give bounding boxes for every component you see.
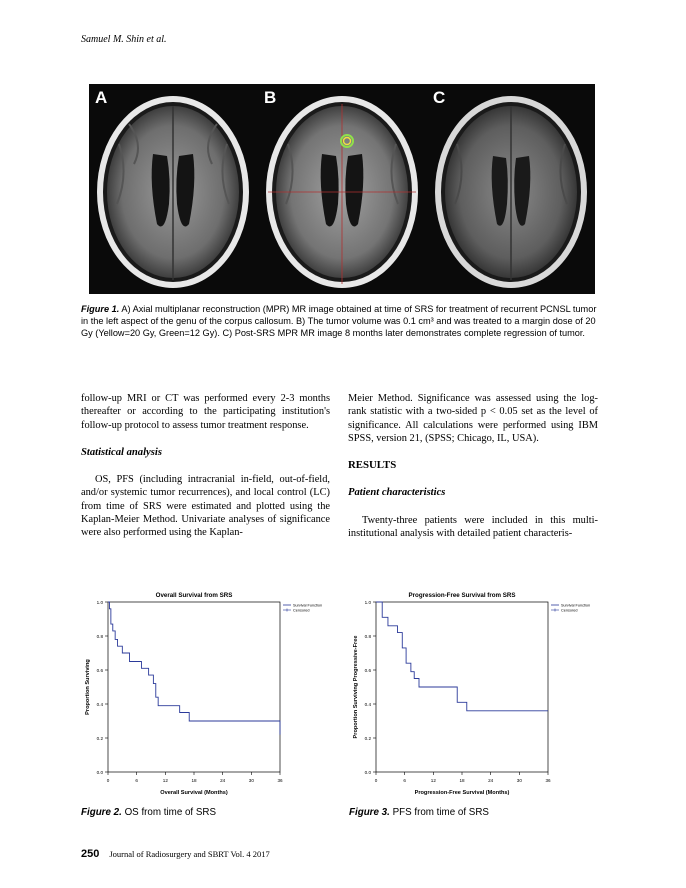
plot-frame — [108, 602, 280, 772]
figure3-caption-text: PFS from time of SRS — [389, 807, 489, 818]
legend-label-survival: Survival Function — [293, 603, 323, 608]
mri-axial-image-a — [89, 84, 257, 294]
x-tick-label: 36 — [277, 778, 283, 783]
mri-axial-image-c — [427, 84, 595, 294]
y-axis-label: Proportion Surviving — [85, 659, 91, 715]
y-tick-label: 0.2 — [364, 735, 371, 741]
journal-info: Journal of Radiosurgery and SBRT Vol. 4 2017 — [109, 849, 270, 859]
x-tick-label: 18 — [459, 778, 465, 783]
right-paragraph-1: Meier Method. Significance was assessed using the log-rank statistic with a two-sided p < 0.05 set as the level of significance. All calculations were performed using IBM SPSS, version 21, (SPSS; Chicago, IL, USA). — [348, 393, 598, 444]
x-tick-label: 0 — [374, 778, 378, 783]
y-tick-label: 0.6 — [364, 667, 371, 673]
results-heading: RESULTS — [348, 459, 397, 472]
legend-label-survival: Survival Function — [561, 603, 591, 608]
x-tick-label: 30 — [516, 778, 522, 783]
panel-label-c: C — [433, 88, 446, 107]
os-chart — [80, 586, 340, 800]
mri-panel-a — [89, 84, 257, 294]
mri-panel-b — [258, 84, 426, 294]
page-number: 250 — [81, 848, 100, 860]
patient-characteristics-heading: Patient characteristics — [348, 487, 446, 499]
chart-title: Overall Survival from SRS — [155, 592, 233, 599]
y-tick-label: 0.0 — [96, 769, 103, 775]
figure1-caption-text: A) Axial multiplanar reconstruction (MPR) MR image obtained at time of SRS for treatment of recurrent PCNSL tumor in the left aspect of the genu of the corpus callosum. B) The tumor volume was 0.1 cm³ and was treated to a margin dose of 20 Gy (Yellow=20 Gy, Green=12 Gy). C) Post-SRS MPR MR image 8 months later demonstrates complete regression of tumor. — [81, 304, 597, 338]
right-column — [348, 392, 598, 540]
figure1-caption-label: Figure 1. — [81, 304, 120, 314]
survival-step-line — [108, 602, 280, 735]
left-paragraph-2: OS, PFS (including intracranial in-field, out-of-field, and/or systemic tumor recurrences), and local control (LC) from time of SRS were estimated and plotted using the Kaplan-Meier Method. Univariate analyses of significance were also performed using the Kaplan- — [81, 474, 330, 539]
figure2-caption — [81, 807, 216, 818]
statistical-analysis-heading: Statistical analysis — [81, 446, 162, 458]
y-tick-label: 0.6 — [96, 667, 103, 673]
x-tick-label: 0 — [106, 778, 110, 783]
x-tick-label: 24 — [488, 778, 494, 783]
left-column — [81, 392, 330, 540]
x-axis-label: Progression-Free Survival (Months) — [414, 790, 510, 796]
pfs-chart — [348, 586, 608, 800]
plot-frame — [376, 602, 548, 772]
survival-step-line — [376, 602, 548, 711]
y-tick-label: 1.0 — [96, 599, 103, 605]
x-tick-label: 12 — [162, 778, 168, 783]
os-chart-svg — [80, 586, 340, 800]
y-axis-label: Proportion Surviving Progressive-Free — [353, 635, 359, 739]
legend-label-censored: Censored — [561, 608, 578, 613]
figure3-caption-label: Figure 3. — [349, 807, 390, 818]
pfs-chart-svg — [348, 586, 608, 800]
mri-panel-c — [427, 84, 595, 294]
figure1-mri-images — [89, 84, 595, 294]
y-tick-label: 0.0 — [364, 769, 371, 775]
page-footer — [81, 848, 270, 860]
figure2-caption-text: OS from time of SRS — [121, 807, 217, 818]
x-tick-label: 6 — [403, 778, 406, 783]
right-paragraph-2: Twenty-three patients were included in this multi-institutional analysis with detailed patient characteris- — [348, 514, 598, 540]
chart-title: Progression-Free Survival from SRS — [408, 592, 516, 599]
y-tick-label: 1.0 — [364, 599, 371, 605]
x-axis-label: Overall Survival (Months) — [160, 790, 228, 796]
panel-label-b: B — [264, 88, 277, 107]
mri-axial-image-b — [258, 84, 426, 294]
x-tick-label: 36 — [545, 778, 551, 783]
y-tick-label: 0.2 — [96, 735, 103, 741]
x-tick-label: 30 — [248, 778, 254, 783]
y-tick-label: 0.4 — [364, 701, 371, 707]
x-tick-label: 6 — [135, 778, 138, 783]
y-tick-label: 0.4 — [96, 701, 103, 707]
figure2-caption-label: Figure 2. — [81, 807, 122, 818]
figure1-caption — [81, 304, 601, 339]
running-header-author: Samuel M. Shin et al. — [81, 34, 167, 45]
x-tick-label: 12 — [430, 778, 436, 783]
x-tick-label: 24 — [220, 778, 226, 783]
legend-label-censored: Censored — [293, 608, 310, 613]
y-tick-label: 0.8 — [96, 633, 103, 639]
y-tick-label: 0.8 — [364, 633, 371, 639]
figure3-caption — [349, 807, 489, 818]
panel-label-a: A — [95, 88, 108, 107]
left-paragraph-1: follow-up MRI or CT was performed every 2-3 months thereafter or according to the participating institution's follow-up protocol to assess tumor treatment response. — [81, 393, 330, 431]
x-tick-label: 18 — [191, 778, 197, 783]
